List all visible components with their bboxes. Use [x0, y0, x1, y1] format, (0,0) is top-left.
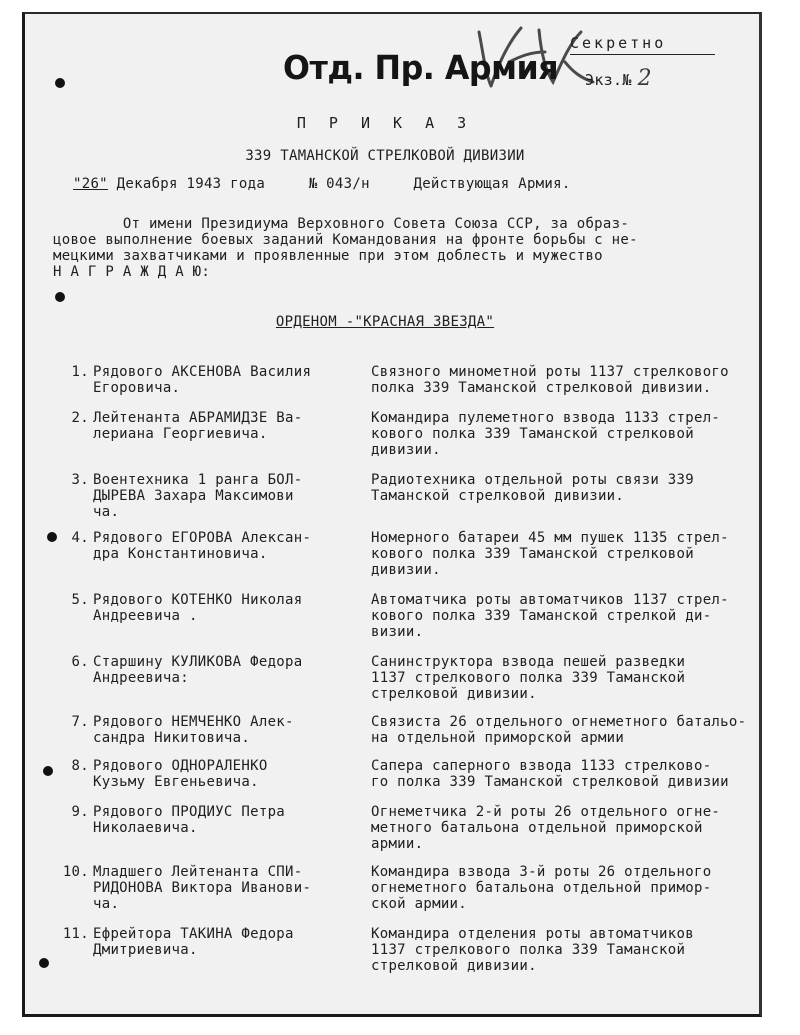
awardee-number: 1.	[71, 364, 89, 380]
preamble-line: От имени Президиума Верховного Совета Союза ССР, за образ-	[53, 216, 630, 232]
order-location: Действующая Армия.	[413, 176, 571, 192]
awardee-name: Лейтенанта АБРАМИДЗЕ Ва- лериана Георгиевича.	[93, 410, 303, 442]
awardee-number: 2.	[71, 410, 89, 426]
awardee-number: 9.	[71, 804, 89, 820]
order-preamble	[53, 216, 743, 280]
awardee-name: Рядового ПРОДИУС Петра Николаевича.	[93, 804, 286, 836]
punch-hole	[55, 78, 65, 88]
punch-hole	[39, 958, 49, 968]
awardee-position: Командира взвода 3-й роты 26 отдельного огнеметного батальона отдельной примор- ской армии.	[371, 864, 712, 912]
awardee-name: Младшего Лейтенанта СПИ- РИДОНОВА Виктора Иванови- ча.	[93, 864, 312, 912]
awardee-position: Сапера саперного взвода 1133 стрелково- го полка 339 Таманской стрелковой дивизии	[371, 758, 729, 790]
copy-label: Экз.№	[585, 71, 632, 89]
awardee-position: Радиотехника отдельной роты связи 339 Таманской стрелковой дивизии.	[371, 472, 694, 504]
awardee-number: 11.	[62, 926, 89, 942]
order-day: "26"	[73, 176, 108, 192]
classification-label: Секретно	[570, 34, 667, 52]
awardee-name: Рядового КОТЕНКО Николая Андреевича .	[93, 592, 303, 624]
awardee-name: Ефрейтора ТАКИНА Федора Дмитриевича.	[93, 926, 294, 958]
awardee-number: 7.	[71, 714, 89, 730]
awardee-number: 5.	[71, 592, 89, 608]
awardee-position: Номерного батареи 45 мм пушек 1135 стрел- кового полка 339 Таманской стрелковой дивизии.	[371, 530, 729, 578]
preamble-line: Н А Г Р А Ж Д А Ю:	[53, 264, 211, 280]
order-unit: 339 ТАМАНСКОЙ СТРЕЛКОВОЙ ДИВИЗИИ	[245, 148, 525, 164]
punch-hole	[55, 292, 65, 302]
awardee-name: Рядового АКСЕНОВА Василия Егоровича.	[93, 364, 312, 396]
awardee-name: Рядового НЕМЧЕНКО Алек- сандра Никитовича.	[93, 714, 294, 746]
awardee-number: 10.	[62, 864, 89, 880]
awardee-number: 4.	[71, 530, 89, 546]
awardee-name: Старшину КУЛИКОВА Федора Андреевича:	[93, 654, 303, 686]
awardee-position: Огнеметчика 2-й роты 26 отдельного огне- метного батальона отдельной приморской армии.	[371, 804, 721, 852]
award-heading: ОРДЕНОМ -"КРАСНАЯ ЗВЕЗДА"	[275, 314, 495, 330]
awardee-name: Рядового ЕГОРОВА Алексан- дра Константиновича.	[93, 530, 312, 562]
awardee-position: Командира отделения роты автоматчиков 1137 стрелкового полка 339 Таманской стрелковой дивизии.	[371, 926, 694, 974]
order-dateline	[73, 176, 571, 192]
awardee-position: Связиста 26 отдельного огнеметного батальо- на отдельной приморской армии	[371, 714, 747, 746]
awardee-position: Автоматчика роты автоматчиков 1137 стрел- кового полка 339 Таманской стрелкой ди- визии.	[371, 592, 729, 640]
awardee-position: Связного минометной роты 1137 стрелкового полка 339 Таманской стрелковой дивизии.	[371, 364, 729, 396]
preamble-line: цовое выполнение боевых заданий Командования на фронте борьбы с не-	[53, 232, 638, 248]
order-date: Декабря 1943 года	[116, 176, 266, 192]
awardee-name: Рядового ОДНОРАЛЕНКО Кузьму Евгеньевича.	[93, 758, 268, 790]
copy-number-field	[585, 66, 652, 91]
awardee-number: 3.	[71, 472, 89, 488]
awardee-position: Санинструктора взвода пешей разведки 1137 стрелкового полка 339 Таманской стрелковой дивизии.	[371, 654, 686, 702]
order-title: П Р И К А З	[296, 114, 474, 132]
preamble-line: мецкими захватчиками и проявленные при этом доблесть и мужество	[53, 248, 603, 264]
order-number: № 043/н	[308, 176, 370, 192]
awardee-position: Командира пулеметного взвода 1133 стрел- кового полка 339 Таманской стрелковой дивизии.	[371, 410, 721, 458]
classification-underline	[570, 54, 715, 55]
copy-number: 2	[637, 66, 652, 91]
department-stamp: Отд. Пр. Армия	[283, 48, 559, 87]
document-page	[22, 12, 762, 1017]
awardee-name: Воентехника 1 ранга БОЛ- ДЫРЕВА Захара Максимови ча.	[93, 472, 303, 520]
awardee-number: 8.	[71, 758, 89, 774]
awardee-number: 6.	[71, 654, 89, 670]
punch-hole	[43, 766, 53, 776]
